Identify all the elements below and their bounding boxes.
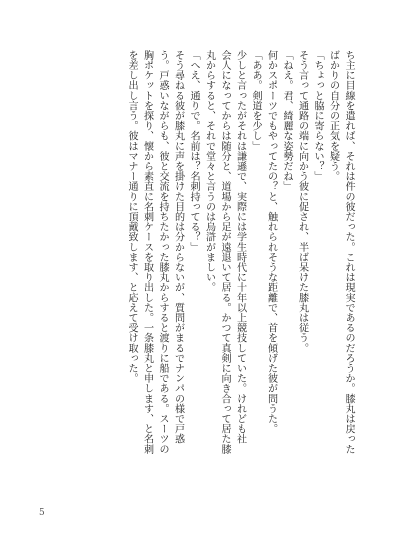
text-line: 何かスポーツでもやってたの？と、触れられそうな距離で、首を傾げた彼が問うた。 bbox=[265, 50, 277, 434]
text-line: 丸からすると、それで堂々と言うのは烏滸がましい。 bbox=[203, 50, 215, 293]
text-line: 胸ポケットを探り、懐から素直に名刺ケースを取り出した。一条膝丸と申します、と名刺 bbox=[141, 50, 153, 454]
text-line: ばかりの自分の正気を疑う。 bbox=[327, 50, 339, 182]
text-line: そう尋ねる彼が膝丸に声を掛けた目的は分からないが、質問がまるでナンパの様で戸惑 bbox=[172, 50, 184, 444]
body-text bbox=[56, 50, 356, 490]
text-line: 「ああ。剣道を少し」 bbox=[250, 50, 261, 151]
text-line: 「ちょっと脇に寄らない？」 bbox=[312, 50, 323, 182]
text-line: う。戸惑いながらも、彼と交流を持ちたかった膝丸からすると渡りに船である。スーツの bbox=[157, 50, 168, 454]
text-line: を差し出し言う。彼はマナー通りに頂戴致します、と応えて受け取った。 bbox=[126, 50, 137, 384]
text-line: 「ねえ。君、綺麗な姿勢だね」 bbox=[281, 50, 292, 192]
page-number: 5 bbox=[39, 508, 45, 518]
text-line: 少しと言ったがそれは謙遜で、実際には学生時代に十年以上競技していた。けれども社 bbox=[234, 50, 246, 444]
text-line: 会人になってからは随分と、道場から足が遠退いて居る。かつて真剣に向き合って居た膝 bbox=[219, 50, 230, 454]
text-line: そう言って通路の端に向かう彼に促され、半ば呆けた膝丸は従う。 bbox=[296, 50, 308, 353]
text-line: ち主に目線を遣れば、それは件の彼だった。これは現実であるのだろうか。膝丸は戻った bbox=[343, 50, 354, 454]
text-line: 「へえ、通りで。名前は？名刺持ってる？」 bbox=[188, 50, 199, 252]
